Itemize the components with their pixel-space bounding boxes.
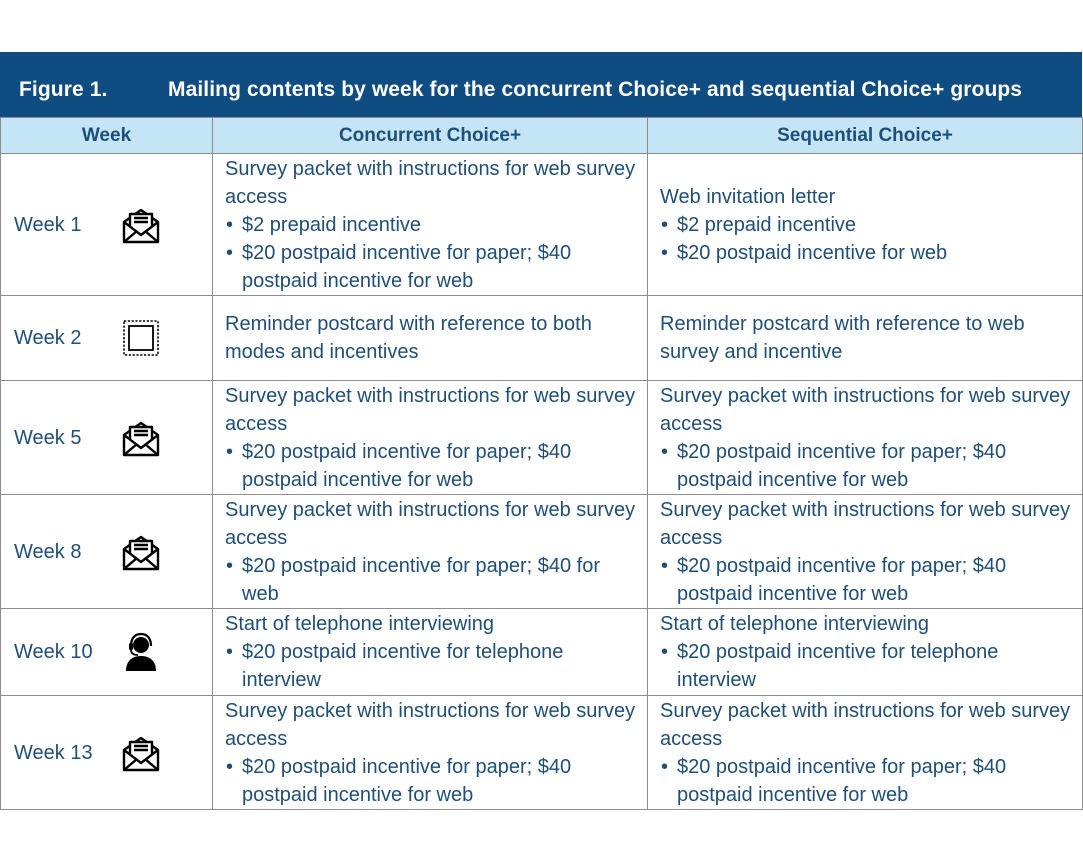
week-label: Week 1 xyxy=(14,213,82,236)
week-cell xyxy=(1,609,213,696)
sequential-cell xyxy=(648,296,1083,381)
bullet-item: • $20 postpaid incentive for telephone interview xyxy=(225,638,637,694)
cell-heading: Start of telephone interviewing xyxy=(660,613,930,635)
postage-stamp-icon xyxy=(121,318,161,358)
concurrent-cell xyxy=(213,381,648,495)
week-label: Week 8 xyxy=(14,540,82,563)
bullet-list xyxy=(225,552,637,608)
bullet-list xyxy=(660,753,1072,809)
figure-number: Figure 1. xyxy=(19,78,108,101)
cell-heading: Survey packet with instructions for web survey access xyxy=(225,157,636,208)
bullet-item: • $20 postpaid incentive for paper; $40 postpaid incentive for web xyxy=(660,552,1072,608)
week-label: Week 2 xyxy=(14,327,82,349)
cell-heading: Survey packet with instructions for web survey access xyxy=(225,498,636,549)
telephone-headset-agent-icon xyxy=(121,632,161,672)
sequential-cell xyxy=(648,609,1083,696)
sequential-cell xyxy=(648,154,1083,296)
bullet-list xyxy=(225,438,637,494)
bullet-item: • $20 postpaid incentive for paper; $40 postpaid incentive for web xyxy=(225,753,637,809)
bullet-item: • $2 prepaid incentive xyxy=(660,211,1072,239)
bullet-item: • $20 postpaid incentive for paper; $40 postpaid incentive for web xyxy=(660,438,1072,494)
concurrent-cell xyxy=(213,296,648,381)
figure-title-bar xyxy=(0,52,1082,117)
concurrent-cell xyxy=(213,609,648,696)
cell-heading: Reminder postcard with reference to web survey and incentive xyxy=(660,313,1025,363)
week-label: Week 5 xyxy=(14,426,82,449)
table-row xyxy=(1,154,1083,296)
bullet-list xyxy=(660,211,1072,267)
cell-heading: Survey packet with instructions for web survey access xyxy=(660,384,1071,435)
cell-heading: Survey packet with instructions for web survey access xyxy=(225,699,636,750)
cell-heading: Survey packet with instructions for web survey access xyxy=(660,699,1071,750)
concurrent-cell xyxy=(213,154,648,296)
open-envelope-letter-icon xyxy=(121,205,161,245)
open-envelope-letter-icon xyxy=(121,418,161,458)
cell-heading: Survey packet with instructions for web survey access xyxy=(225,384,636,435)
concurrent-cell xyxy=(213,495,648,609)
week-cell xyxy=(1,495,213,609)
bullet-item: • $20 postpaid incentive for paper; $40 postpaid incentive for web xyxy=(225,438,637,494)
bullet-item: • $20 postpaid incentive for paper; $40 for web xyxy=(225,552,637,608)
week-cell xyxy=(1,381,213,495)
column-header-week: Week xyxy=(1,118,213,154)
week-label: Week 13 xyxy=(14,741,93,764)
table-row xyxy=(1,696,1083,810)
bullet-list xyxy=(660,438,1072,494)
week-label: Week 10 xyxy=(14,641,93,663)
bullet-list xyxy=(225,753,637,809)
mailing-schedule-table xyxy=(0,117,1083,810)
table-row xyxy=(1,296,1083,381)
week-cell xyxy=(1,154,213,296)
cell-heading: Web invitation letter xyxy=(660,185,836,208)
cell-heading: Survey packet with instructions for web survey access xyxy=(660,498,1071,549)
sequential-cell xyxy=(648,381,1083,495)
open-envelope-letter-icon xyxy=(121,733,161,773)
week-cell xyxy=(1,296,213,381)
week-cell xyxy=(1,696,213,810)
cell-heading: Reminder postcard with reference to both modes and incentives xyxy=(225,313,592,363)
column-header-concurrent: Concurrent Choice+ xyxy=(213,118,648,154)
bullet-item: • $20 postpaid incentive for telephone interview xyxy=(660,638,1072,694)
sequential-cell xyxy=(648,696,1083,810)
column-header-sequential: Sequential Choice+ xyxy=(648,118,1083,154)
cell-heading: Start of telephone interviewing xyxy=(225,613,495,635)
bullet-list xyxy=(225,211,637,295)
bullet-list xyxy=(660,638,1072,694)
bullet-item: • $20 postpaid incentive for paper; $40 postpaid incentive for web xyxy=(660,753,1072,809)
concurrent-cell xyxy=(213,696,648,810)
bullet-item: • $2 prepaid incentive xyxy=(225,211,637,239)
figure-title: Mailing contents by week for the concurrent Choice+ and sequential Choice+ groups xyxy=(168,78,1023,101)
bullet-list xyxy=(225,638,637,694)
sequential-cell xyxy=(648,495,1083,609)
table-row xyxy=(1,495,1083,609)
table-row xyxy=(1,609,1083,696)
bullet-item: • $20 postpaid incentive for paper; $40 postpaid incentive for web xyxy=(225,239,637,295)
bullet-list xyxy=(660,552,1072,608)
table-row xyxy=(1,381,1083,495)
table-header-row xyxy=(1,118,1083,154)
bullet-item: • $20 postpaid incentive for web xyxy=(660,239,1072,267)
open-envelope-letter-icon xyxy=(121,532,161,572)
